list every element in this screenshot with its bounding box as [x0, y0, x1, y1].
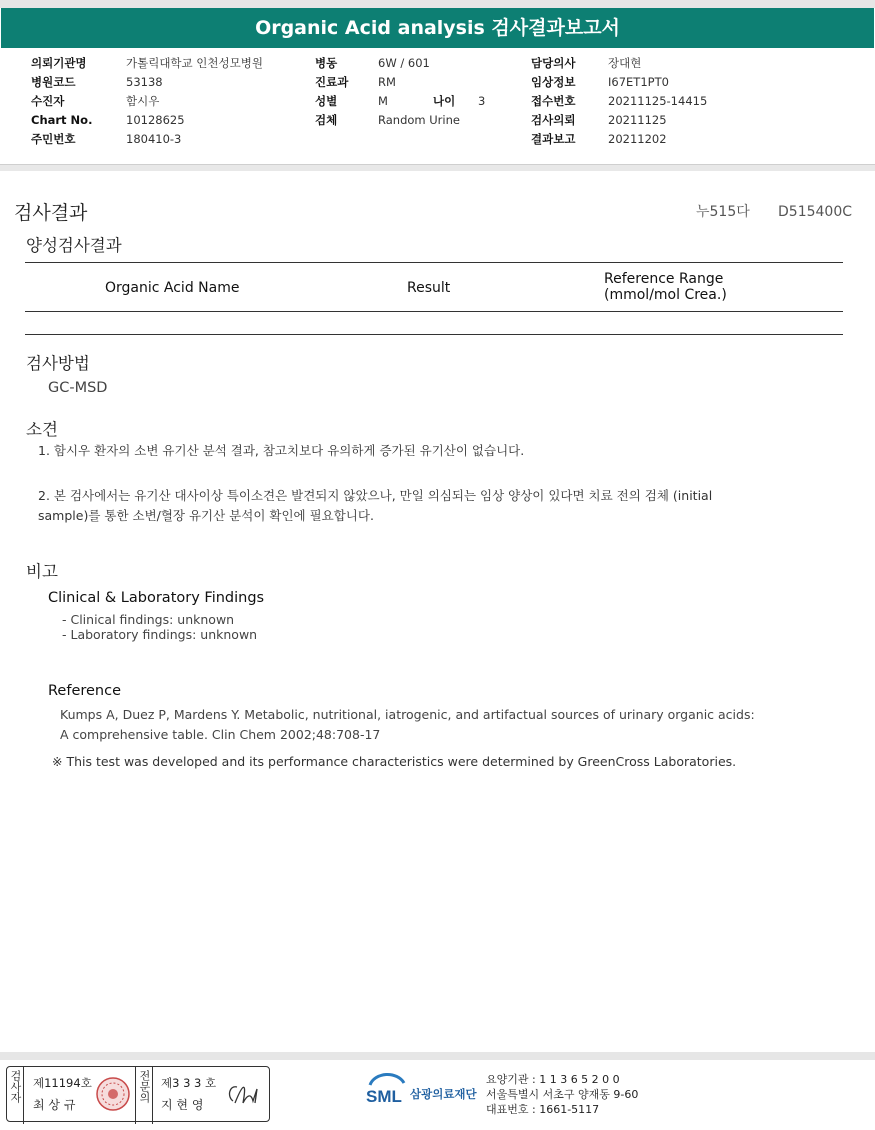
- remarks-heading: 비고: [26, 562, 58, 581]
- clinical-finding-1: - Clinical findings: unknown: [62, 612, 235, 627]
- reference-title: Reference: [48, 683, 122, 699]
- development-note: ※ This test was developed and its performance characteristics were determined by GreenCross Laboratories.: [52, 754, 737, 769]
- label-hospital-code: 병원코드: [31, 75, 76, 89]
- table-top-rule: [25, 262, 843, 263]
- company-name: 삼광의료재단: [410, 1087, 477, 1101]
- label-department: 진료과: [315, 75, 349, 89]
- header-col-3: [531, 54, 707, 149]
- top-strip: [0, 0, 875, 8]
- header-col-1: [31, 54, 263, 149]
- label-age: 나이: [433, 94, 456, 108]
- label-ward: 병동: [315, 56, 338, 70]
- examiner-name: 최 상 규: [33, 1098, 76, 1112]
- specialist-license-no: 제3 3 3 호: [161, 1076, 217, 1090]
- label-report-date: 결과보고: [531, 132, 576, 146]
- method-heading: 검사방법: [26, 354, 90, 373]
- specialist-name: 지 현 영: [161, 1098, 204, 1112]
- label-clinical-info: 임상정보: [531, 75, 576, 89]
- results-code-1: 누515다: [696, 204, 750, 220]
- label-doctor: 담당의사: [531, 56, 576, 70]
- value-report-date: 20211202: [608, 132, 667, 146]
- positive-results-heading: 양성검사결과: [26, 236, 122, 255]
- value-receipt-no: 20211125-14415: [608, 94, 708, 108]
- col-header-reference-line1: Reference Range: [604, 271, 724, 287]
- company-address: 서울특별시 서초구 양재동 9-60: [486, 1088, 639, 1101]
- value-chart-no: 10128625: [126, 113, 185, 127]
- col-header-reference-line2: (mmol/mol Crea.): [604, 287, 727, 303]
- header-separator: [0, 164, 875, 171]
- label-patient: 수진자: [31, 94, 65, 108]
- findings-heading: 소견: [26, 420, 58, 439]
- signature-box: [6, 1066, 270, 1122]
- signature-icon: [223, 1079, 265, 1109]
- value-hospital-code: 53138: [126, 75, 163, 89]
- label-sex: 성별: [315, 94, 338, 108]
- table-header-rule: [25, 311, 843, 312]
- header-col-2: [315, 54, 485, 130]
- specialist-vertical-text: 전문의: [138, 1070, 151, 1103]
- col-header-reference: [604, 271, 727, 303]
- value-sex: M: [378, 94, 388, 108]
- value-id-no: 180410-3: [126, 132, 182, 146]
- logo-text: SML: [366, 1087, 402, 1106]
- value-clinical-info: I67ET1PT0: [608, 75, 669, 89]
- footer-strip: [0, 1052, 875, 1060]
- col-header-result: Result: [407, 280, 451, 296]
- value-ward: 6W / 601: [378, 56, 430, 70]
- value-requester: 가톨릭대학교 인천성모병원: [126, 56, 263, 70]
- method-value: GC-MSD: [48, 380, 108, 396]
- reference-line-2: A comprehensive table. Clin Chem 2002;48:708-17: [60, 727, 381, 742]
- label-specimen: 검체: [315, 113, 338, 127]
- specialist-vertical-label: [135, 1067, 153, 1124]
- seal-icon: [95, 1076, 131, 1112]
- clinical-findings-title: Clinical & Laboratory Findings: [48, 590, 265, 606]
- value-doctor: 장대현: [608, 56, 642, 70]
- examiner-vertical-text: 검사자: [9, 1070, 22, 1103]
- value-age: 3: [478, 94, 486, 108]
- clinical-finding-2: - Laboratory findings: unknown: [62, 627, 258, 642]
- report-title: Organic Acid analysis 검사결과보고서: [1, 8, 874, 48]
- value-department: RM: [378, 75, 396, 89]
- value-specimen: Random Urine: [378, 113, 460, 127]
- label-requester: 의뢰기관명: [31, 56, 87, 70]
- label-id-no: 주민번호: [31, 132, 76, 146]
- institution-code: 요양기관 : 1 1 3 6 5 2 0 0: [486, 1073, 620, 1086]
- examiner-license-no: 제11194호: [33, 1076, 92, 1090]
- value-request-date: 20211125: [608, 113, 667, 127]
- label-chart-no: Chart No.: [31, 113, 93, 127]
- results-code-2: D515400C: [778, 204, 852, 220]
- col-header-organic-acid: Organic Acid Name: [105, 280, 240, 296]
- results-heading: 검사결과: [14, 202, 88, 224]
- finding-line-2b: sample)를 통한 소변/혈장 유기산 분석이 확인에 필요합니다.: [38, 508, 374, 523]
- phone-number: 대표번호 : 1661-5117: [486, 1103, 600, 1116]
- value-patient: 함시우: [126, 94, 160, 108]
- table-bottom-rule: [25, 334, 843, 335]
- reference-line-1: Kumps A, Duez P, Mardens Y. Metabolic, nutritional, iatrogenic, and artifactual sources of urinary organic acids:: [60, 707, 755, 722]
- finding-line-2a: 2. 본 검사에서는 유기산 대사이상 특이소견은 발견되지 않았으나, 만일 의심되는 임상 양상이 있다면 치료 전의 검체 (initial: [38, 488, 713, 503]
- label-request-date: 검사의뢰: [531, 113, 576, 127]
- label-receipt-no: 접수번호: [531, 94, 576, 108]
- finding-line-1: 1. 함시우 환자의 소변 유기산 분석 결과, 참고치보다 유의하게 증가된 유기산이 없습니다.: [38, 443, 525, 458]
- sml-logo-icon: [364, 1071, 410, 1111]
- examiner-vertical-label: [7, 1067, 24, 1124]
